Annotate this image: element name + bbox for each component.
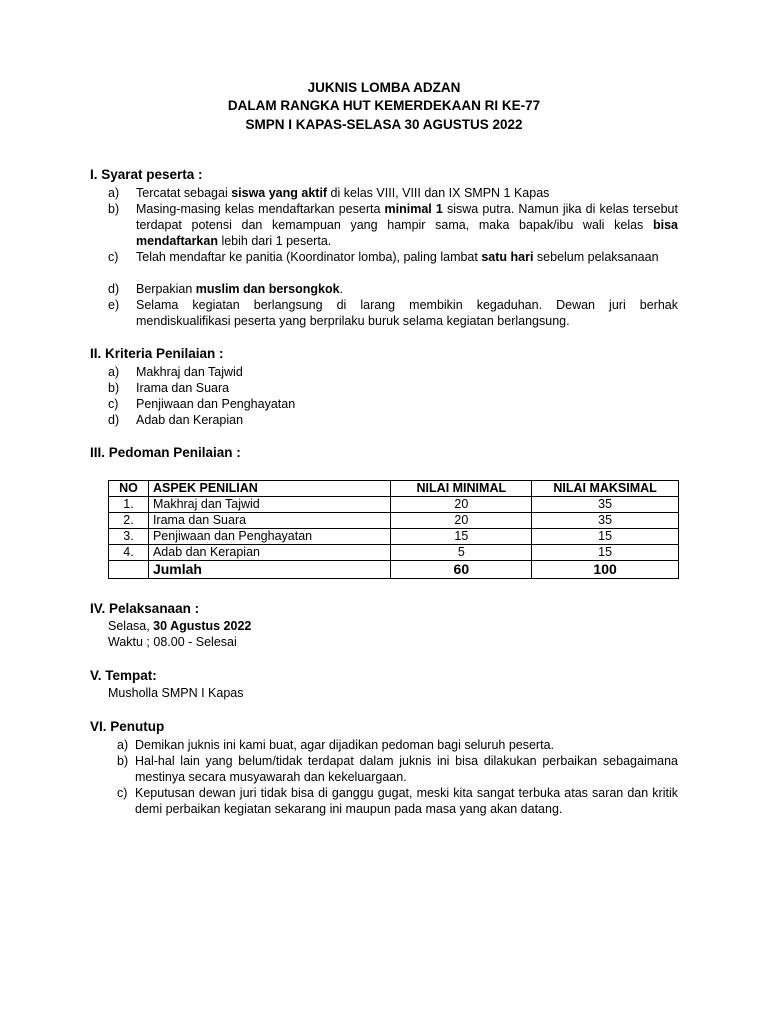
score-table	[108, 480, 679, 579]
title-line-1: JUKNIS LOMBA ADZAN	[307, 80, 461, 95]
list-item: b) Hal-hal lain yang belum/tidak terdapat dalam juknis ini bisa dilakukan perbaikan sebagaimana mestinya secara musyawarah dan kekeluargaan.	[117, 754, 678, 784]
table-total-row: Jumlah 60 100	[109, 561, 679, 579]
list-item: c) Penjiwaan dan Penghayatan	[108, 397, 296, 411]
pelaksanaan-time: Waktu ; 08.00 - Selesai	[108, 635, 237, 649]
list-label: e)	[108, 298, 120, 312]
list-item: d) Adab dan Kerapian	[108, 413, 244, 427]
section-kriteria-heading: II. Kriteria Penilaian :	[90, 346, 224, 361]
list-item: a) Tercatat sebagai siswa yang aktif di kelas VIII, VIII dan IX SMPN 1 Kapas	[108, 186, 550, 200]
list-item: c) Telah mendaftar ke panitia (Koordinator lomba), paling lambat satu hari sebelum pelaksanaan	[108, 250, 659, 264]
section-pelaksanaan-heading: IV. Pelaksanaan :	[90, 601, 200, 616]
section-penutup-heading: VI. Penutup	[90, 719, 165, 734]
list-item: a) Makhraj dan Tajwid	[108, 365, 243, 379]
list-label: c)	[108, 250, 119, 264]
table-row: 2. Irama dan Suara 20 35	[109, 513, 679, 529]
title-line-2: DALAM RANGKA HUT KEMERDEKAAN RI KE-77	[227, 98, 541, 113]
list-item: b) Masing-masing kelas mendaftarkan peserta minimal 1 siswa putra. Namun jika di kelas tersebut terdapat potensi dan kemampuan yang hampir sama, maka bapak/ibu wali kelas bisa mendaftarkan lebih dari 1 peserta.	[108, 202, 678, 248]
table-row: 3. Penjiwaan dan Penghayatan 15 15	[109, 529, 679, 545]
pelaksanaan-date: Selasa, 30 Agustus 2022	[108, 619, 252, 633]
list-item: e) Selama kegiatan berlangsung di larang membikin kegaduhan. Dewan juri berhak mendiskualifikasi peserta yang berprilaku buruk selama kegiatan berlangsung.	[108, 298, 678, 328]
list-item: b) Irama dan Suara	[108, 381, 230, 395]
title-line-3: SMPN I KAPAS-SELASA 30 AGUSTUS 2022	[245, 117, 523, 132]
list-item: d) Berpakian muslim dan bersongkok.	[108, 282, 344, 296]
table-header-row: NO ASPEK PENILIAN NILAI MINIMAL NILAI MAKSIMAL	[109, 481, 679, 497]
list-label: b)	[108, 202, 120, 216]
tempat-location: Musholla SMPN I Kapas	[108, 686, 244, 700]
section-pedoman-heading: III. Pedoman Penilaian :	[90, 445, 241, 460]
section-tempat-heading: V. Tempat:	[90, 668, 157, 683]
list-item: c) Keputusan dewan juri tidak bisa di ganggu gugat, meski kita sangat terbuka atas saran dan kritik demi perbaikan kegiatan sekarang ini maupun pada masa yang akan datang.	[117, 786, 678, 816]
table-row: 1. Makhraj dan Tajwid 20 35	[109, 497, 679, 513]
list-item: a) Demikan juknis ini kami buat, agar dijadikan pedoman bagi seluruh peserta.	[117, 738, 554, 752]
list-label: a)	[108, 186, 120, 200]
table-row: 4. Adab dan Kerapian 5 15	[109, 545, 679, 561]
section-syarat-heading: I. Syarat peserta :	[90, 167, 203, 182]
list-label: d)	[108, 282, 120, 296]
